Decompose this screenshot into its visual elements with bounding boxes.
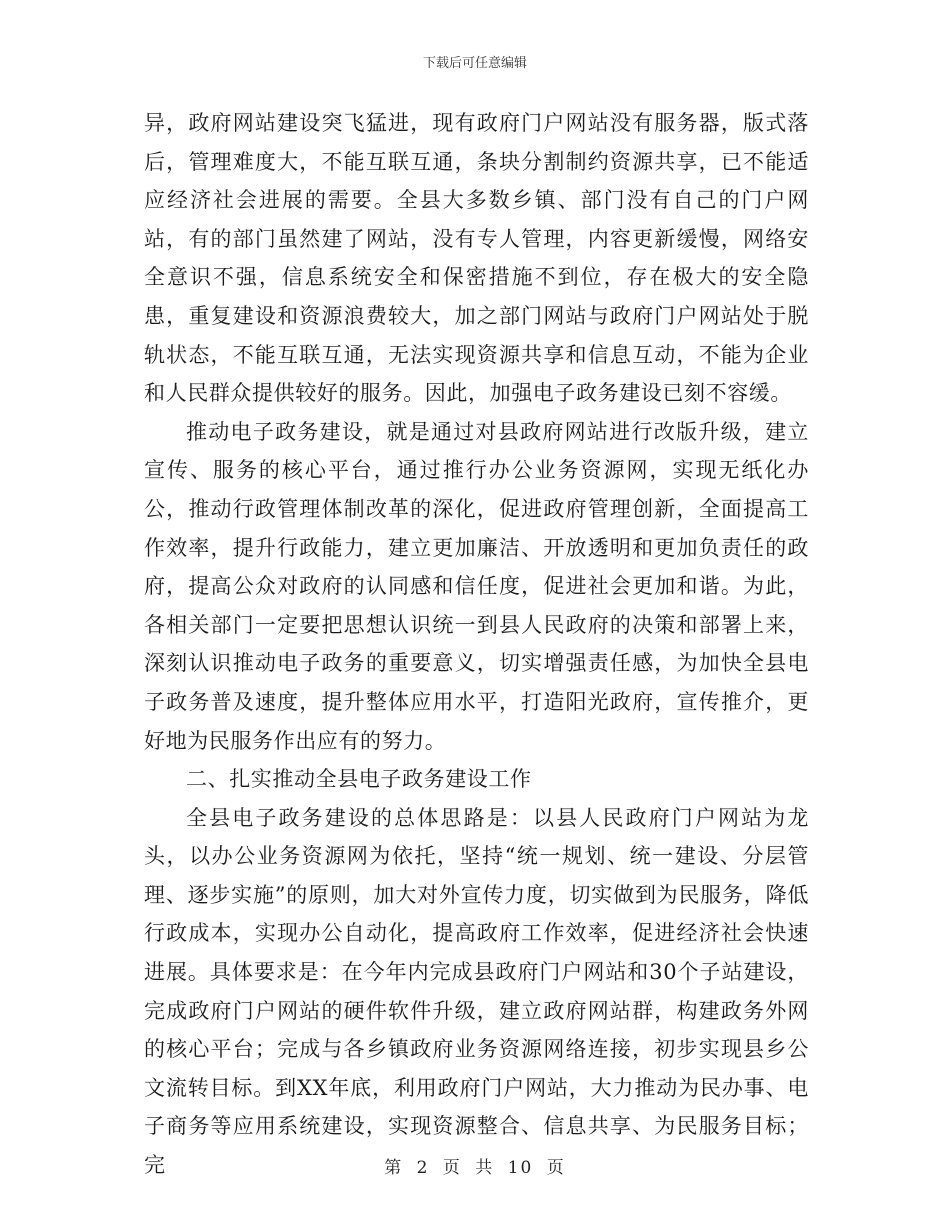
document-body [144, 104, 809, 1185]
paragraph-promote-e-government: 推动电子政务建设，就是通过对县政府网站进行改版升级，建立宣传、服务的核心平台，通过推行办公业务资源网，实现无纸化办公，推动行政管理体制改革的深化，促进政府管理创新，全面提高工作效率，提升行政能力，建立更加廉洁、开放透明和更加负责任的政府，提高公众对政府的认同感和信任度，促进社会更加和谐。为此，各相关部门一定要把思想认识统一到县人民政府的决策和部署上来，深刻认识推动电子政务的重要意义，切实增强责任感，为加快全县电子政务普及速度，提升整体应用水平，打造阳光政府，宣传推介，更好地为民服务作出应有的努力。 [144, 419, 809, 753]
page-number: 第 2 页 共 10 页 [384, 1158, 566, 1178]
paragraph-overall-approach: 全县电子政务建设的总体思路是：以县人民政府门户网站为龙头，以办公业务资源网为依托，坚持“统一规划、统一建设、分层管理、逐步实施”的原则，加大对外宣传力度，切实做到为民服务，降低行政成本，实现办公自动化，提高政府工作效率，促进经济社会快速进展。具体要求是：在今年内完成县政府门户网站和30个子站建设，完成政府门户网站的硬件软件升级，建立政府网站群，构建政务外网的核心平台；完成与各乡镇政府业务资源网络连接，初步实现县乡公文流转目标。到XX年底，利用政府门户网站，大力推动为民办事、电子商务等应用系统建设，实现资源整合、信息共享、为民服务目标；完 [144, 805, 809, 1178]
section-heading: 二、扎实推动全县电子政务建设工作 [186, 767, 532, 792]
paragraph-continuation: 异，政府网站建设突飞猛进，现有政府门户网站没有服务器，版式落后，管理难度大，不能互联互通，条块分割制约资源共享，已不能适应经济社会进展的需要。全县大多数乡镇、部门没有自己的门户网站，有的部门虽然建了网站，没有专人管理，内容更新缓慢，网络安全意识不强，信息系统安全和保密措施不到位，存在极大的安全隐患，重复建设和资源浪费较大，加之部门网站与政府门户网站处于脱轨状态，不能互联互通，无法实现资源共享和信息互动，不能为企业和人民群众提供较好的服务。因此，加强电子政务建设已刻不容缓。 [144, 111, 809, 406]
page-header-note: 下载后可任意编辑 [422, 56, 527, 71]
